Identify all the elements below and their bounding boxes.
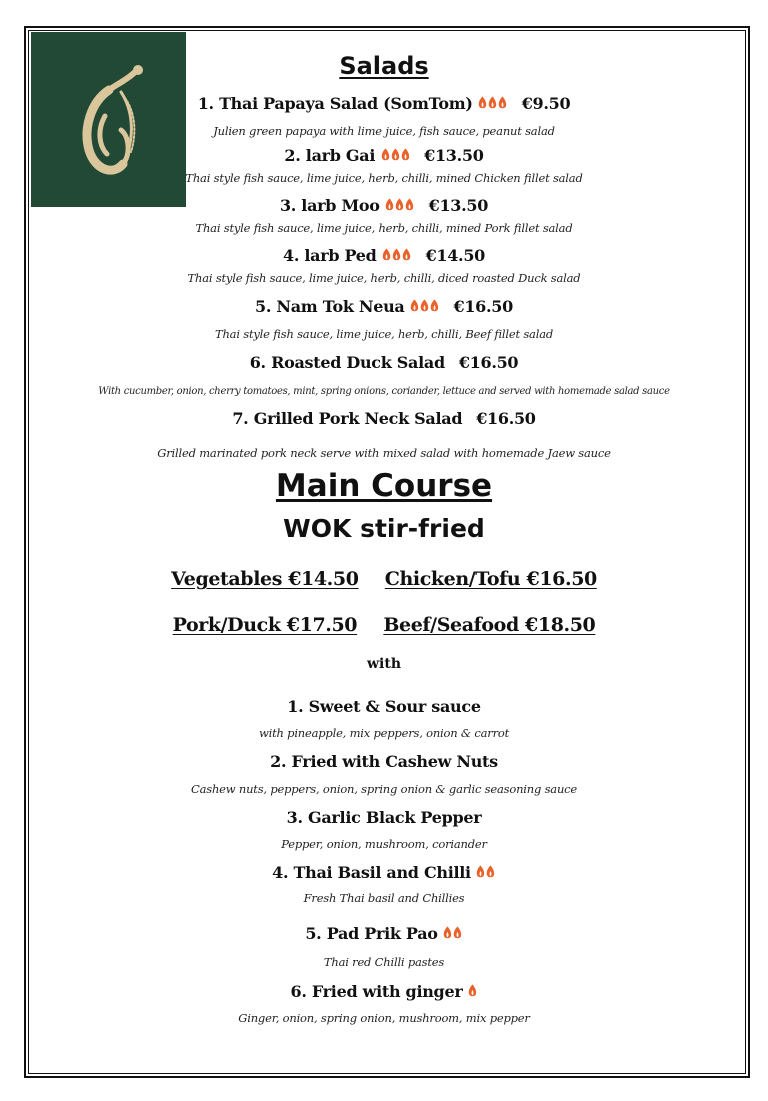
price-chicken-tofu: Chicken/Tofu €16.50 bbox=[384, 568, 597, 590]
main-item-name: 2. Fried with Cashew Nuts bbox=[270, 752, 498, 771]
salad-item-name: 6. Roasted Duck Salad bbox=[249, 353, 445, 372]
salad-item-description: Thai style fish sauce, lime juice, herb, chilli, mined Chicken fillet salad bbox=[185, 171, 583, 185]
main-item-description: Thai red Chilli pastes bbox=[323, 955, 445, 969]
salad-item-price: €13.50 bbox=[428, 196, 489, 215]
price-row-2 bbox=[0, 614, 768, 636]
salad-item-price: €13.50 bbox=[424, 146, 484, 165]
chili-icon bbox=[402, 248, 411, 262]
salad-item bbox=[0, 196, 768, 215]
chili-icon bbox=[382, 248, 391, 262]
salad-item bbox=[0, 146, 768, 165]
salad-item-description: Thai style fish sauce, lime juice, herb, chilli, Beef fillet salad bbox=[214, 327, 554, 341]
chili-rating bbox=[410, 297, 440, 316]
salad-item-description: Thai style fish sauce, lime juice, herb, chilli, diced roasted Duck salad bbox=[187, 271, 581, 285]
chili-icon bbox=[410, 299, 419, 313]
salad-item bbox=[0, 246, 768, 265]
salad-item-price: €14.50 bbox=[425, 246, 485, 265]
main-item bbox=[0, 808, 768, 827]
chili-icon bbox=[401, 148, 410, 162]
chili-icon bbox=[405, 198, 414, 212]
chili-icon bbox=[498, 96, 507, 110]
salad-item-name: 3. larb Moo bbox=[279, 196, 380, 215]
price-vegetables: Vegetables €14.50 bbox=[171, 568, 359, 590]
main-item-description: Pepper, onion, mushroom, coriander bbox=[281, 837, 487, 851]
chili-rating bbox=[385, 196, 415, 215]
chili-rating bbox=[476, 863, 496, 882]
main-item-name: 3. Garlic Black Pepper bbox=[286, 808, 482, 827]
main-item-description: with pineapple, mix peppers, onion & carrot bbox=[258, 726, 510, 740]
main-item-description: Fresh Thai basil and Chillies bbox=[303, 891, 465, 905]
main-item bbox=[0, 752, 768, 771]
chili-icon bbox=[486, 865, 495, 879]
salad-item bbox=[0, 353, 768, 372]
price-row-1 bbox=[0, 568, 768, 590]
chili-icon bbox=[392, 248, 401, 262]
chili-icon bbox=[391, 148, 400, 162]
price-pork-duck: Pork/Duck €17.50 bbox=[172, 614, 358, 636]
salad-item-description: Grilled marinated pork neck serve with mixed salad with homemade Jaew sauce bbox=[157, 446, 611, 460]
salad-item-name: 7. Grilled Pork Neck Salad bbox=[232, 409, 463, 428]
chili-icon bbox=[385, 198, 394, 212]
salad-item-price: €16.50 bbox=[476, 409, 536, 428]
main-item bbox=[0, 982, 768, 1001]
chili-icon bbox=[430, 299, 439, 313]
chili-rating bbox=[380, 146, 410, 165]
chili-icon bbox=[453, 926, 462, 940]
salad-item-description: With cucumber, onion, cherry tomatoes, mint, spring onions, coriander, lettuce and served with homemade salad sauce bbox=[98, 386, 670, 397]
salad-item-description: Julien green papaya with lime juice, fish sauce, peanut salad bbox=[213, 124, 555, 138]
main-item bbox=[0, 924, 768, 943]
main-item-name: 5. Pad Prik Pao bbox=[305, 924, 438, 943]
chili-icon bbox=[468, 984, 477, 998]
main-item-name: 6. Fried with ginger bbox=[290, 982, 463, 1001]
chili-icon bbox=[476, 865, 485, 879]
salad-item-price: €9.50 bbox=[521, 94, 571, 113]
chili-icon bbox=[478, 96, 487, 110]
wok-subtitle: WOK stir-fried bbox=[283, 514, 485, 543]
salad-item-description: Thai style fish sauce, lime juice, herb, chilli, mined Pork fillet salad bbox=[195, 221, 573, 235]
salad-item-name: 2. larb Gai bbox=[284, 146, 376, 165]
chili-rating bbox=[443, 924, 463, 943]
main-item-description: Cashew nuts, peppers, onion, spring onion & garlic seasoning sauce bbox=[191, 782, 577, 796]
salads-title: Salads bbox=[339, 52, 429, 80]
main-item-name: 1. Sweet & Sour sauce bbox=[287, 697, 481, 716]
main-item-name: 4. Thai Basil and Chilli bbox=[272, 863, 471, 882]
chili-rating bbox=[478, 94, 508, 113]
salad-item-name: 5. Nam Tok Neua bbox=[255, 297, 405, 316]
chili-icon bbox=[488, 96, 497, 110]
main-item-description: Ginger, onion, spring onion, mushroom, mix pepper bbox=[238, 1011, 530, 1025]
salad-item-price: €16.50 bbox=[458, 353, 519, 372]
salad-item bbox=[0, 297, 768, 316]
salad-item bbox=[0, 94, 768, 113]
main-item bbox=[0, 863, 768, 882]
price-beef-seafood: Beef/Seafood €18.50 bbox=[383, 614, 596, 636]
main-course-title: Main Course bbox=[275, 468, 493, 504]
chili-rating bbox=[467, 982, 477, 1001]
chili-rating bbox=[382, 246, 412, 265]
salad-item-name: 1. Thai Papaya Salad (SomTom) bbox=[197, 94, 473, 113]
chili-icon bbox=[395, 198, 404, 212]
chili-icon bbox=[420, 299, 429, 313]
salad-item-name: 4. larb Ped bbox=[282, 246, 377, 265]
chili-icon bbox=[381, 148, 390, 162]
chili-icon bbox=[443, 926, 452, 940]
salad-item bbox=[0, 409, 768, 428]
with-label: with bbox=[366, 656, 401, 672]
salad-item-price: €16.50 bbox=[453, 297, 513, 316]
main-item bbox=[0, 697, 768, 716]
